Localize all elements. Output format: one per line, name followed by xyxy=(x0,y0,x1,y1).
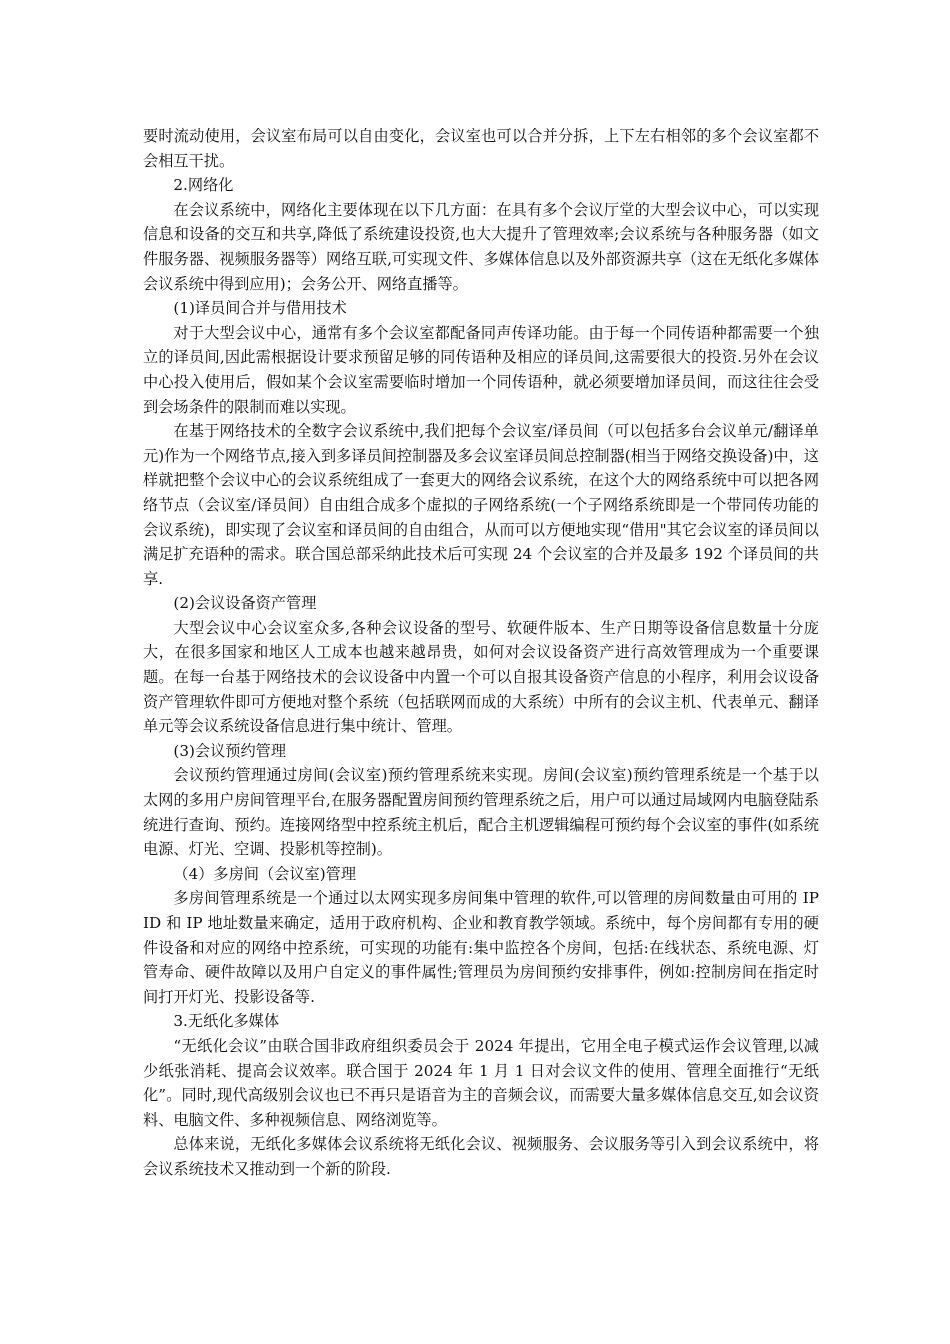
paragraph-continued: 要时流动使用，会议室布局可以自由变化，会议室也可以合并分拆，上下左右相邻的多个会议室都不会相互干扰。 xyxy=(143,127,819,170)
heading-networking: 2.网络化 xyxy=(173,176,234,195)
subheading: (1)译员间合并与借用技术 xyxy=(173,299,347,318)
paragraph: 多房间管理系统是一个通过以太网实现多房间集中管理的软件,可以管理的房间数量由可用的 IP ID 和 IP 地址数量来确定，适用于政府机构、企业和教育教学领域。系统中，每个房间都有专用的硬件设备和对应的网络中控系统，可实现的功能有:集中监控各个房间，包括:在线状态、系统电源、灯管寿命、硬件故障以及用户自定义的事件属性;管理员为房间预约安排事件，例如:控制房间在指定时间打开灯光、投影设备等. xyxy=(143,889,819,1006)
subheading: （4）多房间（会议室)管理 xyxy=(173,864,357,883)
document-page xyxy=(143,124,819,1182)
heading-paperless: 3.无纸化多媒体 xyxy=(173,1012,280,1031)
subheading: (3)会议预约管理 xyxy=(173,741,287,760)
paragraph: “无纸化会议”由联合国非政府组织委员会于 2024 年提出，它用全电子模式运作会议管理,以减少纸张消耗、提高会议效率。联合国于 2024 年 1 月 1 日对会议文件的使用、管理全面推行“无纸化”。同时,现代高级别会议也已不再只是语音为主的音频会议，而需要大量多媒体信息交互,如会议资料、电脑文件、多种视频信息、网络浏览等。 xyxy=(143,1036,819,1129)
paragraph: 对于大型会议中心，通常有多个会议室都配备同声传译功能。由于每一个同传语种都需要一个独立的译员间,因此需根据设计要求预留足够的同传语种及相应的译员间,这需要很大的投资.另外在会议中心投入使用后，假如某个会议室需要临时增加一个同传语种，就必须要增加译员间，而这往往会受到会场条件的限制而难以实现。 xyxy=(143,323,819,416)
paragraph: 在会议系统中，网络化主要体现在以下几方面：在具有多个会议厅堂的大型会议中心，可以实现信息和设备的交互和共享,降低了系统建设投资,也大大提升了管理效率;会议系统与各种服务器（如文件服务器、视频服务器等）网络互联,可实现文件、多媒体信息以及外部资源共享（这在无纸化多媒体会议系统中得到应用)；会务公开、网络直播等。 xyxy=(143,200,819,293)
paragraph: 大型会议中心会议室众多,各种会议设备的型号、软硬件版本、生产日期等设备信息数量十分庞大，在很多国家和地区人工成本也越来越昂贵，如何对会议设备资产进行高效管理成为一个重要课题。在每一台基于网络技术的会议设备中内置一个可以自报其设备资产信息的小程序，利用会议设备资产管理软件即可方便地对整个系统（包括联网而成的大系统）中所有的会议主机、代表单元、翻译单元等会议系统设备信息进行集中统计、管理。 xyxy=(143,618,819,736)
paragraph: 会议预约管理通过房间(会议室)预约管理系统来实现。房间(会议室)预约管理系统是一个基于以太网的多用户房间管理平台,在服务器配置房间预约管理系统之后，用户可以通过局域网内电脑登陆系统进行查询、预约。连接网络型中控系统主机后，配合主机逻辑编程可预约每个会议室的事件(如系统电源、灯光、空调、投影机等控制)。 xyxy=(143,766,819,859)
subheading: (2)会议设备资产管理 xyxy=(173,594,317,613)
paragraph: 在基于网络技术的全数字会议系统中,我们把每个会议室/译员间（可以包括多台会议单元/翻译单元)作为一个网络节点,接入到多译员间控制器及多会议室译员间总控制器(相当于网络交换设备)中，这样就把整个会议中心的会议系统组成了一套更大的网络会议系统，在这个大的网络系统中可以把各网络节点（会议室/译员间）自由组合成多个虚拟的子网络系统(一个子网络系统即是一个带同传功能的会议系统)，即实现了会议室和译员间的自由组合，从而可以方便地实现“借用"其它会议室的译员间以满足扩充语种的需求。联合国总部采纳此技术后可实现 24 个会议室的合并及最多 192 个译员间的共享. xyxy=(143,422,819,588)
paragraph-summary: 总体来说，无纸化多媒体会议系统将无纸化会议、视频服务、会议服务等引入到会议系统中，将会议系统技术又推动到一个新的阶段. xyxy=(143,1135,819,1178)
